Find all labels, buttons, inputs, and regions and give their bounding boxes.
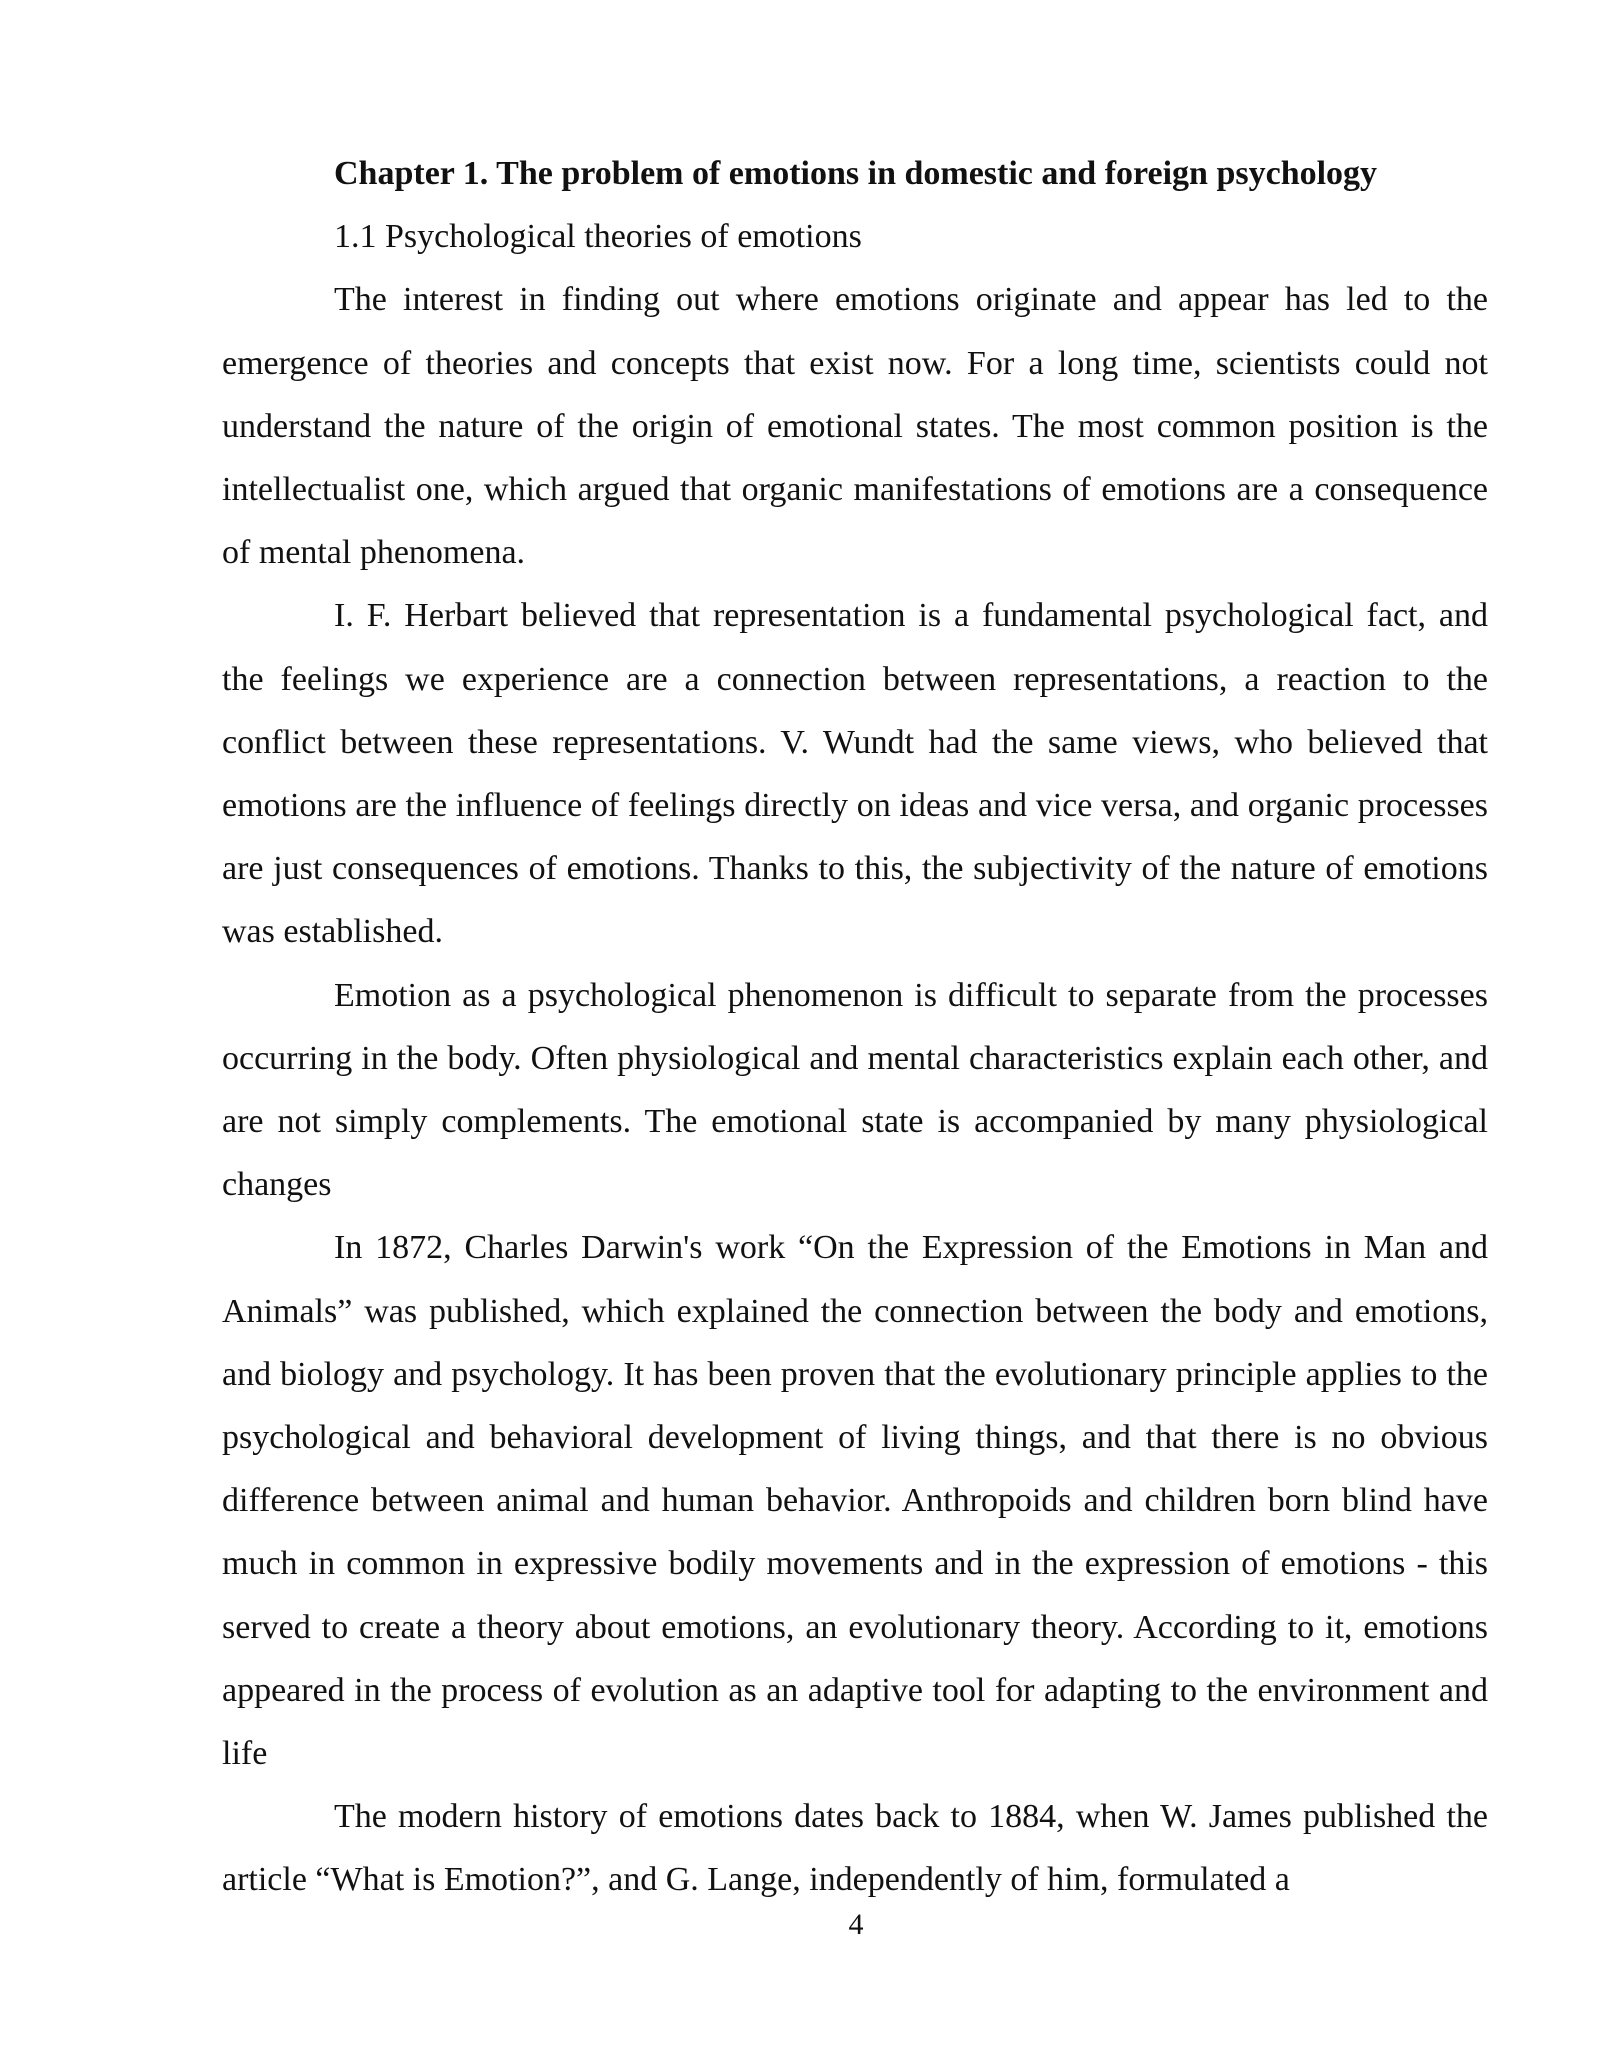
paragraph-physiology: Emotion as a psychological phenomenon is difficult to separate from the processes occurring in the body. Often physiological and mental characteristics explain each other, and are not simply complements. The emotional state is accompanied by many physiological changes: [222, 976, 1488, 1204]
paragraph-darwin: In 1872, Charles Darwin's work “On the Expression of the Emotions in Man and Animals” was published, which explained the connection between the body and emotions, and biology and psychology. It has been proven that the evolutionary principle applies to the psychological and behavioral development of living things, and that there is no obvious difference between animal and human behavior. Anthropoids and children born blind have much in common in expressive bodily movements and in the expression of emotions - this served to create a theory about emotions, an evolutionary theory. According to it, emotions appeared in the process of evolution as an adaptive tool for adapting to the environment and life: [222, 1229, 1488, 1773]
page-body: [222, 142, 1488, 1912]
page-number: 4: [848, 1908, 864, 1941]
paragraph-origins: The interest in finding out where emotions originate and appear has led to the emergence of theories and concepts that exist now. For a long time, scientists could not understand the nature of the origin of emotional states. The most common position is the intellectualist one, which argued that organic manifestations of emotions are a consequence of mental phenomena.: [222, 281, 1488, 572]
paragraph-james-lange: The modern history of emotions dates back to 1884, when W. James published the article “What is Emotion?”, and G. Lange, independently of him, formulated a: [222, 1798, 1488, 1899]
section-title: 1.1 Psychological theories of emotions: [334, 218, 862, 256]
chapter-title: Chapter 1. The problem of emotions in domestic and foreign psychology: [334, 155, 1378, 192]
paragraph-herbart-wundt: I. F. Herbart believed that representation is a fundamental psychological fact, and the feelings we experience are a connection between representations, a reaction to the conflict between these representations. V. Wundt had the same views, who believed that emotions are the influence of feelings directly on ideas and vice versa, and organic processes are just consequences of emotions. Thanks to this, the subjectivity of the nature of emotions was established.: [222, 597, 1488, 951]
